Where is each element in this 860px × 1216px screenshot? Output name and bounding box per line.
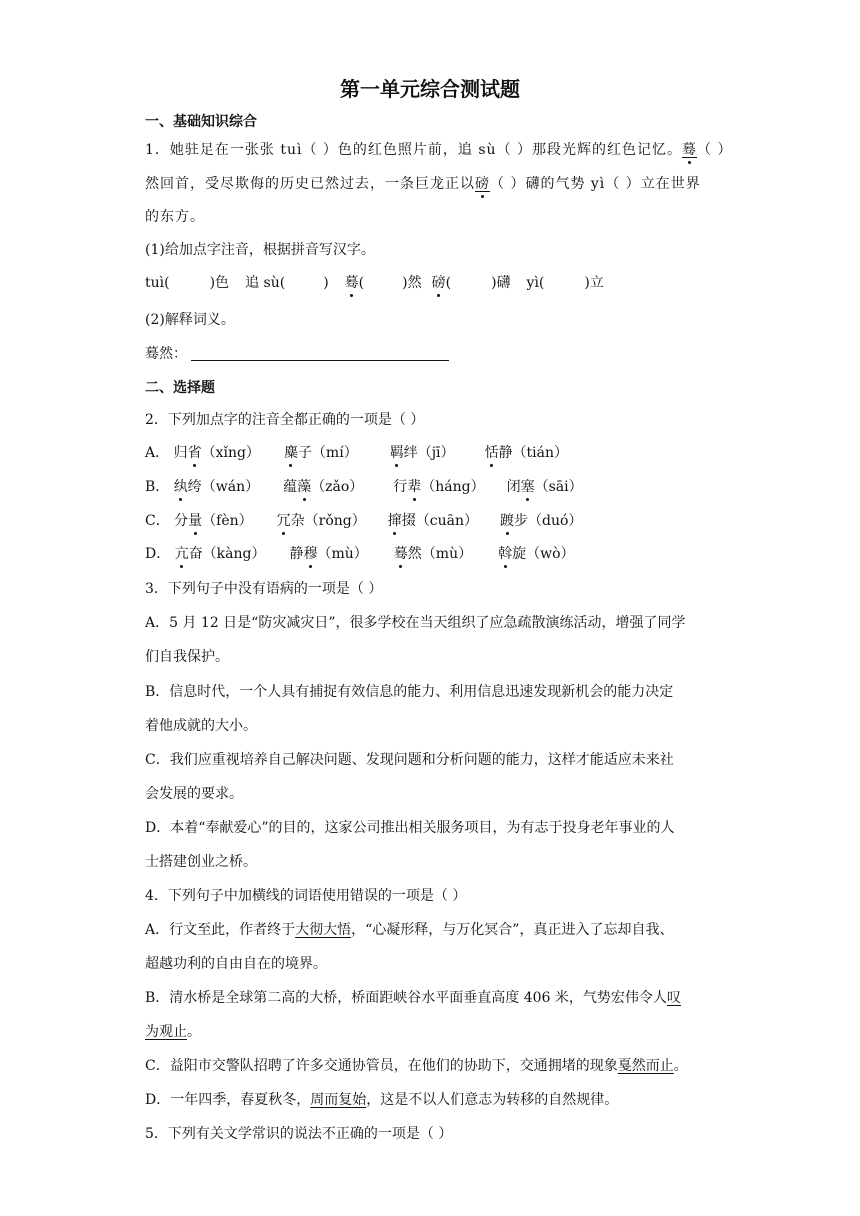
q1-line2-text-b: （ ）礴的气势 yì（ ）立在世界	[490, 176, 701, 192]
q4-option-b-cont	[145, 1022, 201, 1042]
text: 。	[187, 1024, 201, 1040]
pinyin-mo-char: 蓦	[344, 275, 359, 291]
q4-option-a-cont: 超越功利的自由自在的境界。	[145, 956, 327, 972]
word-rest: （fèn）	[202, 513, 253, 529]
word-rest: 旋（wò）	[512, 546, 575, 562]
q1-sub2: (2)解释词义。	[145, 312, 235, 328]
text: ，这是不以人们意志为转移的自然规律。	[366, 1092, 619, 1108]
underlined-term: 大彻大悟	[295, 922, 352, 938]
dotted-char: 量	[188, 513, 203, 529]
pinyin-tui-close: )色	[209, 275, 230, 291]
dotted-char: 亢	[174, 546, 189, 562]
dotted-char: 辈	[407, 479, 422, 495]
q3-option-c-cont: 会发展的要求。	[145, 786, 243, 802]
word-rest: 子（mí）	[297, 445, 358, 461]
word-rest: 绔（wán）	[187, 479, 260, 495]
q1-pinyin-row	[145, 273, 604, 293]
pinyin-su-close: )	[323, 275, 329, 291]
dotted-char: 麋	[283, 445, 298, 461]
answer-blank[interactable]	[191, 346, 449, 361]
dotted-char: 撺	[387, 513, 402, 529]
section-heading-choice: 二、选择题	[145, 380, 215, 396]
dotted-char: 踱	[500, 513, 514, 529]
q2-option-b[interactable]	[145, 477, 583, 497]
dotted-char: 冗	[276, 513, 291, 529]
word-prefix: 闭	[506, 479, 521, 495]
q1-passage-line1	[145, 140, 732, 160]
q2-stem: 2．下列加点字的注音全都正确的一项是（ ）	[145, 412, 425, 428]
word-prefix: 归	[173, 445, 188, 461]
q2-option-a[interactable]	[145, 443, 568, 463]
text: B．清水桥是全球第二高的大桥，桥面距峡谷水平面垂直高度 406 米，气势宏伟令人	[145, 990, 667, 1006]
q3-stem: 3．下列句子中没有语病的一项是（ ）	[145, 581, 383, 597]
word-prefix: 行	[393, 479, 408, 495]
dotted-char: 羁	[389, 445, 404, 461]
q3-option-c[interactable]: C．我们应重视培养自己解决问题、发现问题和分析问题的能力，这样才能适应未来社	[145, 752, 674, 768]
underlined-term: 戛然而止	[617, 1058, 674, 1074]
q1-line1-dotted-char: 蓦	[682, 142, 698, 158]
q3-option-b[interactable]: B．信息时代，一个人具有捕捉有效信息的能力、利用信息迅速发现新机会的能力决定	[145, 684, 674, 700]
q4-option-a[interactable]	[145, 920, 673, 940]
explain-label: 蓦然：	[145, 346, 187, 362]
q3-option-a-cont: 们自我保护。	[145, 649, 229, 665]
word-prefix: 分	[174, 513, 189, 529]
q3-option-d[interactable]: D．本着“奉献爱心”的目的，这家公司推出相关服务项目，为有志于投身老年事业的人	[145, 820, 675, 836]
q1-passage-line3: 的东方。	[145, 209, 205, 225]
q4-stem: 4．下列句子中加横线的词语使用错误的一项是（ ）	[145, 888, 467, 904]
word-rest: 掇（cuān）	[401, 513, 478, 529]
underlined-term: 叹	[666, 990, 681, 1006]
pinyin-pang-close: )礴	[491, 275, 511, 291]
word-rest: （háng）	[421, 479, 485, 495]
q1-line2-text-a: 然回首，受尽欺侮的历史已然过去，一条巨龙正以	[145, 176, 475, 192]
word-prefix: 蕴	[283, 479, 298, 495]
q5-stem: 5．下列有关文学常识的说法不正确的一项是（ ）	[145, 1126, 453, 1142]
pinyin-yi-open: yì(	[526, 275, 545, 291]
dotted-char: 纨	[173, 479, 188, 495]
word-rest: （zǎo）	[311, 479, 364, 495]
dotted-char: 恬	[484, 445, 499, 461]
text: D．一年四季，春夏秋冬，	[145, 1092, 311, 1108]
pinyin-pang-char: 磅	[431, 275, 446, 291]
word-rest: （xǐng）	[201, 445, 260, 461]
q4-option-b[interactable]	[145, 988, 681, 1008]
page-title: 第一单元综合测试题	[340, 77, 520, 101]
underlined-term: 周而复始	[310, 1092, 367, 1108]
word-rest: 步（duó）	[514, 513, 583, 529]
text: A．行文至此，作者终于	[145, 922, 296, 938]
option-label: A．	[145, 445, 170, 461]
dotted-char: 蓦	[393, 546, 408, 562]
word-rest: 奋（kàng）	[188, 546, 266, 562]
dotted-char: 穆	[303, 546, 318, 562]
q4-option-c[interactable]	[145, 1056, 688, 1076]
q4-option-d[interactable]	[145, 1090, 618, 1110]
q1-sub1: (1)给加点字注音，根据拼音写汉字。	[145, 242, 375, 258]
text: 。	[673, 1058, 688, 1074]
q3-option-d-cont: 士搭建创业之桥。	[145, 854, 257, 870]
q1-line1-tail: （ ）	[697, 142, 733, 158]
word-rest: （sāi）	[534, 479, 583, 495]
pinyin-tui-open: tuì(	[145, 275, 170, 291]
pinyin-mo-close: )然	[402, 275, 422, 291]
pinyin-su-open: 追 sù(	[245, 275, 286, 291]
word-rest: 绊（jī）	[403, 445, 455, 461]
q2-option-c[interactable]	[145, 511, 582, 531]
q3-option-b-cont: 着他成就的大小。	[145, 718, 257, 734]
option-label: C．	[145, 513, 170, 529]
word-rest: 杂（rǒng）	[290, 513, 366, 529]
option-label: D．	[145, 546, 171, 562]
dotted-char: 斡	[498, 546, 513, 562]
q3-option-a[interactable]: A．5 月 12 日是“防灾减灾日”，很多学校在当天组织了应急疏散演练活动，增强了同学	[145, 615, 686, 631]
underlined-term: 为观止	[145, 1024, 187, 1040]
word-rest: 然（mù）	[407, 546, 473, 562]
q1-passage-line2	[145, 174, 701, 194]
q1-explain-row	[145, 344, 449, 364]
dotted-char: 省	[187, 445, 202, 461]
word-prefix: 静	[289, 546, 304, 562]
option-label: B．	[145, 479, 170, 495]
text: C．益阳市交警队招聘了许多交通协管员，在他们的协助下，交通拥堵的现象	[145, 1058, 618, 1074]
q1-line1-text: 1．她驻足在一张张 tuì（ ）色的红色照片前，追 sù（ ）那段光辉的红色记忆。	[145, 142, 683, 158]
dotted-char: 塞	[520, 479, 535, 495]
text: ，“心凝形释，与万化冥合”，真正进入了忘却自我、	[351, 922, 674, 938]
word-rest: （mù）	[317, 546, 368, 562]
word-rest: 静（tián）	[498, 445, 568, 461]
pinyin-yi-close: )立	[584, 275, 604, 291]
q1-line2-dotted-char: 磅	[475, 176, 490, 192]
pinyin-pang-open: (	[445, 275, 452, 291]
section-heading-basics: 一、基础知识综合	[145, 114, 257, 130]
dotted-char: 藻	[297, 479, 312, 495]
q2-option-d[interactable]	[145, 544, 575, 564]
pinyin-mo-open: (	[358, 275, 365, 291]
